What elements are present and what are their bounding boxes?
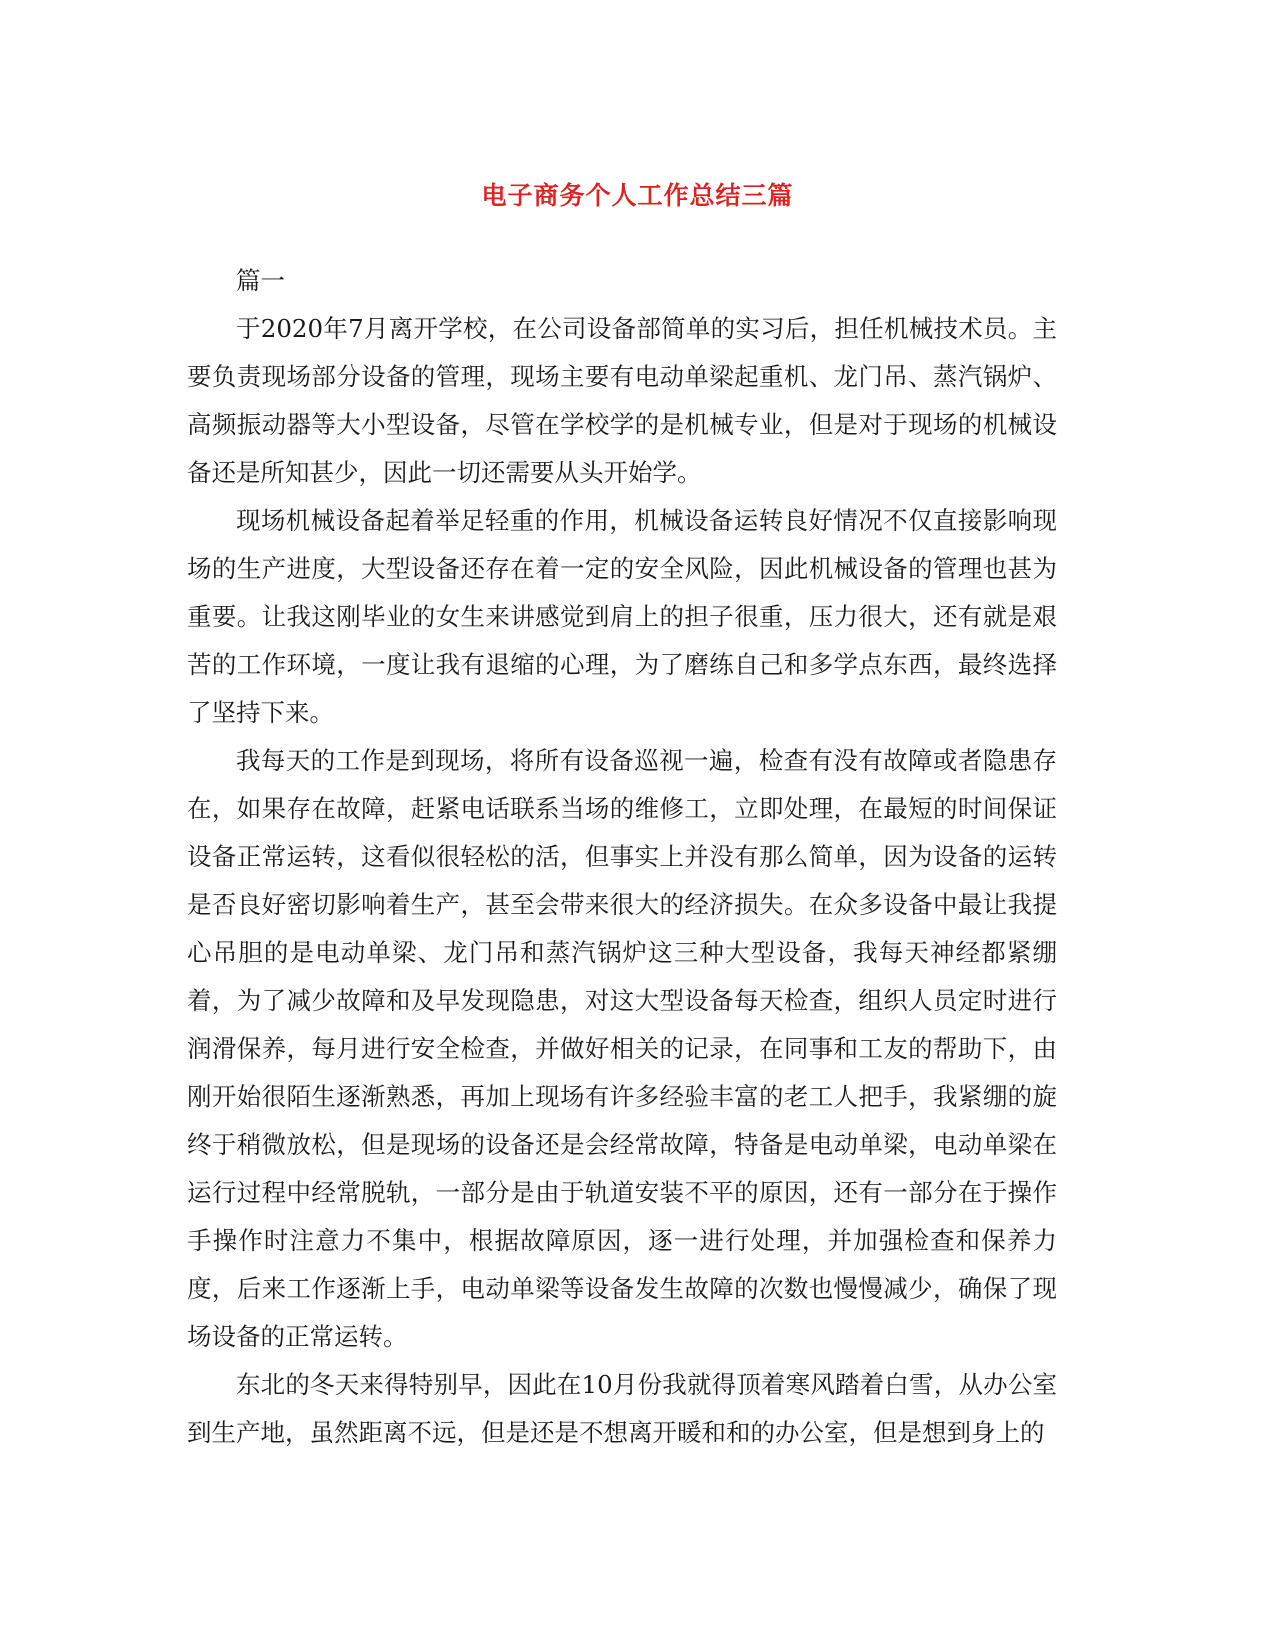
- paragraph-2: 现场机械设备起着举足轻重的作用，机械设备运转良好情况不仅直接影响现场的生产进度，大型设备还存在着一定的安全风险，因此机械设备的管理也甚为重要。让我这刚毕业的女生来讲感觉到肩上的担子很重，压力很大，还有就是艰苦的工作环境，一度让我有退缩的心理，为了磨练自己和多学点东西，最终选择了坚持下来。: [187, 506, 1057, 727]
- paragraph-3: 我每天的工作是到现场，将所有设备巡视一遍，检查有没有故障或者隐患存在，如果存在故障，赶紧电话联系当场的维修工，立即处理，在最短的时间保证设备正常运转，这看似很轻松的活，但事实上并没有那么简单，因为设备的运转是否良好密切影响着生产，甚至会带来很大的经济损失。在众多设备中最让我提心吊胆的是电动单梁、龙门吊和蒸汽锅炉这三种大型设备，我每天神经都紧绷着，为了减少故障和及早发现隐患，对这大型设备每天检查，组织人员定时进行润滑保养，每月进行安全检查，并做好相关的记录，在同事和工友的帮助下，由刚开始很陌生逐渐熟悉，再加上现场有许多经验丰富的老工人把手，我紧绷的旋终于稍微放松，但是现场的设备还是会经常故障，特备是电动单梁，电动单梁在运行过程中经常脱轨，一部分是由于轨道安装不平的原因，还有一部分在于操作手操作时注意力不集中，根据故障原因，逐一进行处理，并加强检查和保养力度，后来工作逐渐上手，电动单梁等设备发生故障的次数也慢慢减少，确保了现场设备的正常运转。: [187, 746, 1057, 1351]
- section-heading: 篇一: [236, 266, 285, 295]
- document-body: [187, 257, 1057, 1457]
- document-title: 电子商务个人工作总结三篇: [481, 181, 794, 210]
- paragraph-1: 于2020年7月离开学校，在公司设备部简单的实习后，担任机械技术员。主要负责现场部分设备的管理，现场主要有电动单梁起重机、龙门吊、蒸汽锅炉、高频振动器等大小型设备，尽管在学校学的是机械专业，但是对于现场的机械设备还是所知甚少，因此一切还需要从头开始学。: [187, 314, 1057, 487]
- paragraph-4: 东北的冬天来得特别早，因此在10月份我就得顶着寒风踏着白雪，从办公室到生产地，虽然距离不远，但是还是不想离开暖和和的办公室，但是想到身上的: [187, 1370, 1057, 1447]
